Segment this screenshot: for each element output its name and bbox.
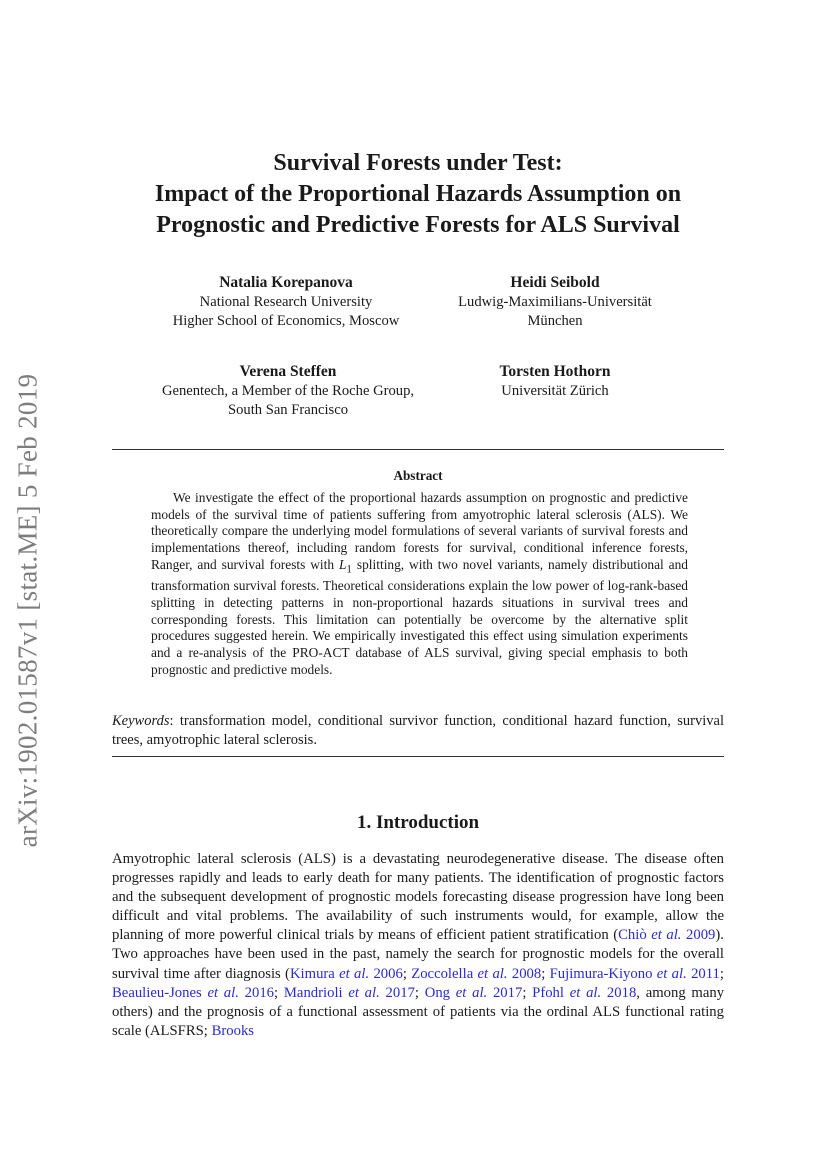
l1-symbol: L <box>338 556 347 572</box>
abstract-bottom-rule <box>112 756 724 757</box>
title-line: Impact of the Proportional Hazards Assumption on <box>154 181 682 207</box>
citation-separator: ; <box>719 965 724 982</box>
citation-author: Chiò <box>618 927 652 944</box>
citation-etal: et al. <box>348 984 380 1001</box>
author-affiliation: Genentech, a Member of the Roche Group, <box>161 383 415 399</box>
author-block <box>440 362 670 401</box>
citation-year: 2011 <box>686 965 720 982</box>
citation-etal: et al. <box>569 984 602 1001</box>
citation-etal: et al. <box>651 927 682 944</box>
body-text: ). Two approaches have been used in the past, namely the search for prognostic models for the overall survival time after diagnosis ( <box>112 927 724 982</box>
citation-author: Fujimura-Kiyono <box>549 965 657 982</box>
author-affiliation: München <box>527 313 583 329</box>
citation-separator: ; <box>402 965 412 982</box>
author-affiliation: National Research University <box>199 294 373 310</box>
citation-author: Pfohl <box>532 984 570 1001</box>
arxiv-identifier <box>2 360 54 860</box>
citation-author: Ong <box>424 984 456 1001</box>
body-text: Amyotrophic lateral sclerosis (ALS) is a devastating neurodegenerative disease. The disease often progresses rapidly and leads to early death for many patients. The identification of prognostic factors and the subsequent development of prognostic models forecasting disease progression have long been difficult and vital problems. The availability of such instruments would, for example, allow the planning of more powerful clinical trials by means of efficient patient stratification ( <box>112 851 724 944</box>
citation-year: 2017 <box>379 984 415 1001</box>
citation-author: Beaulieu-Jones <box>112 984 208 1001</box>
citation-year: 2017 <box>487 984 523 1001</box>
citation-link[interactable] <box>550 966 720 982</box>
keywords-label: Keywords <box>112 713 170 729</box>
citation-link[interactable] <box>290 966 403 982</box>
citation-separator: ; <box>274 984 284 1001</box>
body-text: , among many others) and the prognosis of a functional assessment of patients via the ordinal ALS functional rating scale (ALSFRS; <box>112 984 725 1039</box>
citation-year: 2008 <box>507 965 542 982</box>
author-affiliation: Ludwig-Maximilians-Universität <box>458 294 652 310</box>
citation-author: Mandrioli <box>283 984 349 1001</box>
l1-subscript: 1 <box>346 563 352 576</box>
citation-etal: et al. <box>339 965 370 982</box>
citation-link[interactable] <box>425 985 523 1001</box>
author-affiliation: Higher School of Economics, Moscow <box>172 313 400 329</box>
citation-author: Zoccolella <box>411 965 478 982</box>
citation-year: 2009 <box>681 927 716 944</box>
citation-author: Brooks <box>211 1022 254 1039</box>
author-name: Heidi Seibold <box>510 274 600 291</box>
citation-year: 2006 <box>369 965 403 982</box>
citation-link[interactable] <box>284 985 415 1001</box>
author-block <box>146 273 426 331</box>
section-heading-introduction: 1. Introduction <box>356 812 480 833</box>
citation-separator: ; <box>522 984 533 1001</box>
title-line: Survival Forests under Test: <box>273 150 563 176</box>
citation-year: 2018 <box>601 984 637 1001</box>
citation-link[interactable] <box>212 1023 254 1039</box>
title-line: Prognostic and Predictive Forests for ALS Survival <box>156 212 680 238</box>
author-name: Torsten Hothorn <box>499 363 611 380</box>
paper-title <box>95 148 741 241</box>
abstract-body <box>151 490 688 678</box>
citation-link[interactable] <box>112 985 274 1001</box>
author-name: Verena Steffen <box>239 363 337 380</box>
citation-year: 2016 <box>238 984 275 1001</box>
citation-link[interactable] <box>411 966 541 982</box>
citation-etal: et al. <box>477 965 508 982</box>
citation-etal: et al. <box>207 984 239 1001</box>
author-affiliation: South San Francisco <box>228 402 348 418</box>
keywords-text: : transformation model, conditional survivor function, conditional hazard function, survival trees, amyotrophic lateral sclerosis. <box>112 713 724 748</box>
citation-link[interactable] <box>618 927 715 943</box>
author-block <box>430 273 680 331</box>
abstract-text: splitting, with two novel variants, namely distributional and transformation survival forests. Theoretical considerations explain the low power of log-rank-based splitting in detecting patterns in non-proportional hazards situations in survival trees and corresponding forests. This limitation can potentially be overcome by the alternative split procedures suggested herein. We empirically investigated this effect using simulation experiments and a re-analysis of the PRO-ACT database of ALS survival, giving special emphasis to both prognostic and predictive models. <box>151 556 688 677</box>
citation-separator: ; <box>541 965 550 982</box>
introduction-paragraph <box>112 850 724 1041</box>
keywords <box>112 712 724 749</box>
author-affiliation: Universität Zürich <box>501 383 609 399</box>
arxiv-identifier-text: arXiv:1902.01587v1 [stat.ME] 5 Feb 2019 <box>12 373 43 847</box>
citation-link[interactable] <box>532 985 636 1001</box>
citation-author: Kimura <box>289 965 340 982</box>
abstract-heading: Abstract <box>393 468 443 483</box>
abstract-top-rule <box>112 449 724 450</box>
abstract-text: We investigate the effect of the proportional hazards assumption on prognostic and predictive models of the survival time of patients suffering from amyotrophic lateral sclerosis (ALS). We theoretically compare the underlying model formulations of several variants of survival forests and implementations thereof, including random forests for survival, conditional inference forests, Ranger, and survival forests with <box>151 490 688 572</box>
citation-etal: et al. <box>656 965 687 982</box>
author-block <box>130 362 446 420</box>
citation-separator: ; <box>414 984 425 1001</box>
citation-etal: et al. <box>455 984 488 1001</box>
author-name: Natalia Korepanova <box>219 274 353 291</box>
